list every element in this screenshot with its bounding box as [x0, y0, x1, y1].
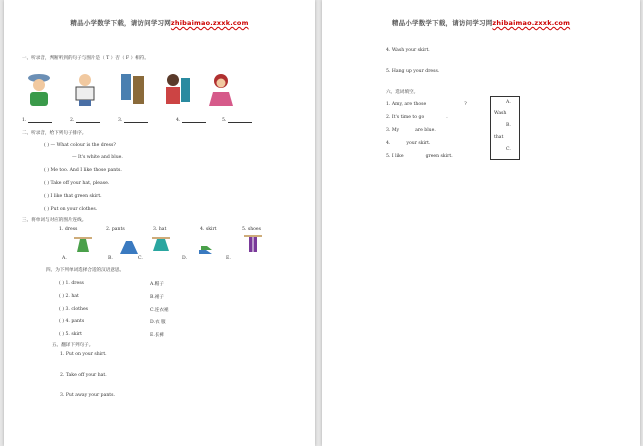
- answer-blank[interactable]: [76, 118, 100, 123]
- s6-item-5: 5. I like green skirt.: [386, 154, 453, 159]
- s6-item-4: 4. your skirt.: [386, 141, 431, 146]
- girl-clothes-picture: [162, 72, 192, 106]
- s3-letter-b: B.: [108, 256, 113, 261]
- section6-title: 六、选词填空。: [386, 90, 419, 95]
- s3-word-pants: 2. pants: [106, 227, 125, 232]
- s4-item-5: ( ) 5. skirt: [59, 332, 83, 337]
- s1-answer-5: 5.: [222, 118, 252, 123]
- s3-word-dress: 1. dress: [59, 227, 78, 232]
- s5-item-1: 1. Put on your shirt.: [60, 352, 107, 357]
- right-page: [322, 0, 640, 446]
- skirt-pleated-picture: [150, 236, 172, 254]
- dress-picture: [72, 236, 94, 254]
- s2-item-1: ( ) — What colour is the dress?: [44, 143, 116, 148]
- s3-word-hat: 3. hat: [153, 227, 167, 232]
- pants-picture: [117, 72, 147, 106]
- s3-letter-a: A.: [62, 256, 67, 261]
- s4-option-c: C.连衣裙: [150, 308, 169, 313]
- word-box: [490, 96, 520, 160]
- translate-item-4: 4. Wash your skirt.: [386, 48, 430, 53]
- s3-letter-d: D.: [182, 256, 187, 261]
- s2-item-5: ( ) Put on your clothes.: [44, 207, 98, 212]
- answer-blank[interactable]: [28, 118, 52, 123]
- s2-item-2: ( ) Me too. And I like those pants.: [44, 168, 122, 173]
- s4-item-4: ( ) 4. pants: [59, 319, 85, 324]
- boy-hat-picture: [24, 72, 54, 106]
- s4-item-2: ( ) 2. hat: [59, 294, 79, 299]
- s3-letter-c: C.: [138, 256, 143, 261]
- boy-jacket-picture: [70, 72, 100, 106]
- s1-answer-1: 1.: [22, 118, 52, 123]
- s6-item-1: 1. Amy, are those ?: [386, 102, 467, 107]
- skirt-picture: [118, 238, 140, 256]
- s4-option-d: D.衣 服: [150, 320, 166, 325]
- page-header: [4, 18, 315, 27]
- s1-answer-2: 2.: [70, 118, 100, 123]
- header-prefix: 精品小学数学下载，请访问学习网: [391, 19, 493, 27]
- answer-blank[interactable]: [228, 118, 252, 123]
- s2-item-3: ( ) Take off your hat, please.: [44, 181, 110, 186]
- section4-title: 四、为下列单词选择合适的汉语意思。: [46, 268, 125, 273]
- s4-option-b: B.裙子: [150, 295, 165, 300]
- header-link[interactable]: zhibaimao.zxxk.com: [170, 19, 249, 27]
- s2-item-1b: — It's white and blue.: [72, 155, 123, 160]
- s3-word-skirt: 4. skirt: [200, 227, 217, 232]
- s4-option-e: E.长裤: [150, 333, 165, 338]
- girl-dress-picture: [206, 72, 236, 106]
- s5-item-2: 2. Take off your hat.: [60, 373, 107, 378]
- s3-word-shoes: 5. shoes: [242, 227, 262, 232]
- section3-title: 三、将单词与对应的图片连线。: [22, 218, 87, 223]
- answer-blank[interactable]: [124, 118, 148, 123]
- box-option-a: A.: [506, 100, 511, 105]
- box-option-b: B.: [506, 123, 511, 128]
- section5-title: 五、翻译下列句子。: [52, 343, 94, 348]
- translate-item-5: 5. Hang up your dress.: [386, 69, 440, 74]
- header-prefix: 精品小学数学下载，请访问学习网: [70, 19, 171, 27]
- s4-item-1: ( ) 1. dress: [59, 281, 84, 286]
- s5-item-3: 3. Put away your pants.: [60, 393, 115, 398]
- box-word-that: that: [494, 135, 504, 140]
- s1-answer-3: 3.: [118, 118, 148, 123]
- page-header-right: [322, 18, 640, 27]
- s6-item-3: 3. My are blue.: [386, 128, 436, 133]
- left-page: [4, 0, 315, 446]
- s1-answer-4: 4.: [176, 118, 206, 123]
- box-word-wash: Wash: [494, 111, 507, 116]
- shoes-picture: [196, 242, 218, 260]
- s4-option-a: A.帽子: [150, 282, 164, 287]
- answer-blank[interactable]: [182, 118, 206, 123]
- s2-item-4: ( ) I like that green skirt.: [44, 194, 102, 199]
- section2-title: 二、听录音，给下列句子排序。: [22, 131, 87, 136]
- pants-picture-small: [242, 234, 264, 252]
- s4-item-3: ( ) 3. clothes: [59, 307, 89, 312]
- s3-letter-e: E.: [226, 256, 231, 261]
- header-link[interactable]: zhibaimao.zxxk.com: [492, 19, 571, 27]
- s6-item-2: 2. It's time to go .: [386, 115, 448, 120]
- box-option-c: C.: [506, 147, 511, 152]
- section1-title: 一、听录音，判断听到的句子与图片是（ T ）否（ F ）相符。: [22, 56, 149, 61]
